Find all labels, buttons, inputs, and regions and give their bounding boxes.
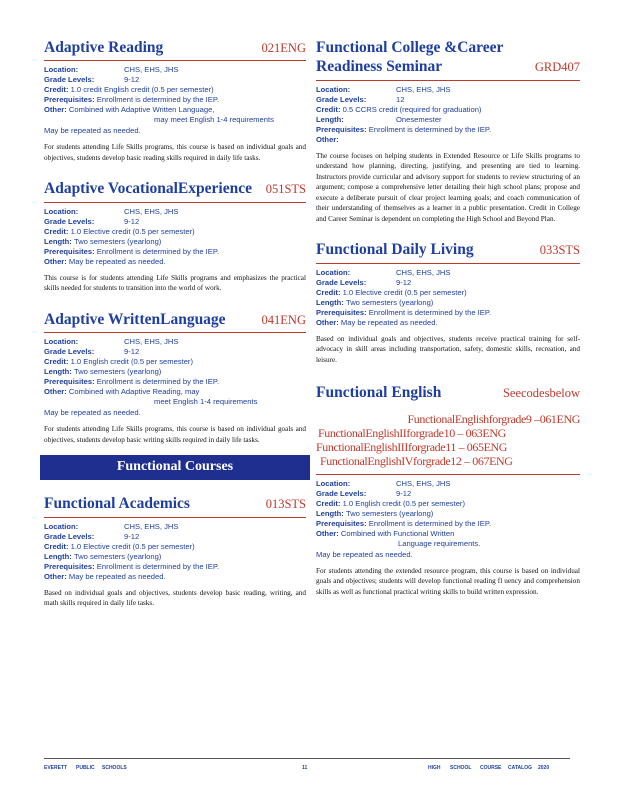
credit-value: 1.0 English credit (0.5 per semester): [342, 498, 465, 508]
course-description: For students attending Life Skills programs, this course is based on individual goals and objectives, students develop basic writing skills required in daily life tasks.: [44, 425, 306, 444]
repeat-note: May be repeated as needed.: [44, 408, 141, 418]
grade-levels-value: 9-12: [124, 531, 140, 541]
grade-levels-label: Grade Levels:: [44, 347, 95, 357]
location-value: CHS, EHS, JHS: [124, 65, 179, 75]
other-value: Combined with Adaptive Written Language,: [68, 105, 215, 115]
credit-label: Credit:: [44, 85, 69, 95]
course-description: The course focuses on helping students in Extended Resource or Life Skills programs to understand how planning, directing, justifying, and presenting are tied to learning. Instructors provide curricular and advisory support for students to review structuring of an argument; compose a comprehensive letter detailing their high school plans; propose and execute a deliberate pursuit of clear project learning goals; and coach communication of their understanding of themselves as a learner in a public presentation. Credit in College and Career Seminar is dependent on completing the High School and Beyond Plan.: [316, 151, 580, 223]
other-value: May be repeated as needed.: [68, 256, 166, 266]
grade-levels-value: 9-12: [124, 216, 140, 226]
course-description: For students attending Life Skills programs, this course is based on individual goals and objectives, students develop basic reading skills required in daily life tasks.: [44, 143, 306, 162]
length-value: Two semesters (yearlong): [73, 367, 162, 377]
other-continued: meet English 1-4 requirements: [154, 397, 258, 407]
course-adaptive-reading: [44, 38, 306, 163]
grade-levels-label: Grade Levels:: [316, 488, 367, 498]
course-description: Based on individual goals and objectives, students develop basic reading, writing, and math skills required in daily life tasks.: [44, 588, 306, 607]
credit-value: 1.0 Elective credit (0.5 per semester): [70, 226, 195, 236]
location-label: Location:: [316, 84, 351, 94]
repeat-note: May be repeated as needed.: [316, 549, 413, 559]
other-label: Other:: [316, 134, 339, 144]
credit-value: 1.0 Elective credit (0.5 per semester): [342, 287, 467, 297]
other-continued: Language requirements.: [398, 538, 481, 548]
course-title-line2: Readiness Seminar: [316, 58, 443, 76]
course-title-line1: Functional College &Career: [316, 39, 504, 56]
prerequisites-label: Prerequisites:: [316, 307, 367, 317]
prerequisites-value: Enrollment is determined by the IEP.: [96, 561, 220, 571]
prerequisites-value: Enrollment is determined by the IEP.: [368, 307, 492, 317]
grade-levels-label: Grade Levels:: [44, 531, 95, 541]
course-code: 041ENG: [261, 312, 306, 327]
credit-value: 0.5 CCRS credit (required for graduation): [342, 104, 482, 114]
other-label: Other:: [44, 571, 67, 581]
footer-text: SCHOOL: [450, 765, 472, 771]
prerequisites-label: Prerequisites:: [316, 518, 367, 528]
other-value: May be repeated as needed.: [340, 317, 438, 327]
length-label: Length:: [44, 551, 72, 561]
other-label: Other:: [316, 317, 339, 327]
course-description: For students attending the extended resource program, this course is based on individual goals and objectives; students will develop functional reading fl uency and comprehension skills as well as functional practical writing skills to build written expression.: [316, 566, 580, 596]
location-value: CHS, EHS, JHS: [124, 206, 179, 216]
course-header: [316, 240, 580, 263]
grade-levels-label: Grade Levels:: [44, 216, 95, 226]
course-header: [316, 383, 580, 405]
course-functional-english: [316, 383, 580, 597]
footer-text: COURSE: [480, 765, 502, 771]
grade-levels-label: Grade Levels:: [44, 75, 95, 85]
course-functional-academics: [44, 494, 306, 608]
left-column: [44, 38, 306, 619]
course-header: [44, 310, 306, 333]
course-meta: [316, 85, 580, 145]
course-title: Functional English: [316, 384, 442, 402]
length-label: Length:: [316, 297, 344, 307]
location-value: CHS, EHS, JHS: [124, 521, 179, 531]
course-header: [44, 179, 306, 202]
course-code: 051STS: [265, 182, 306, 197]
credit-label: Credit:: [316, 498, 341, 508]
length-label: Length:: [44, 367, 72, 377]
grade-levels-value: 9-12: [124, 75, 140, 85]
other-value: Combined with Adaptive Reading, may: [68, 387, 200, 397]
prerequisites-label: Prerequisites:: [44, 246, 95, 256]
course-header: [316, 57, 580, 80]
course-meta: [44, 65, 306, 136]
credit-value: 1.0 Elective credit (0.5 per semester): [70, 541, 195, 551]
course-description: This course is for students attending Life Skills programs and emphasizes the practical skills needed for students to transition into the world of work.: [44, 273, 306, 293]
location-value: CHS, EHS, JHS: [396, 267, 451, 277]
course-meta: [316, 479, 580, 560]
course-code: Seecodesbelow: [502, 386, 580, 401]
course-meta: [316, 268, 580, 328]
other-label: Other:: [44, 105, 67, 115]
course-description: Based on individual goals and objectives, students receive practical training for self-advocacy in skill areas including transportation, safety, domestic skills, recreation, and leisure.: [316, 334, 580, 364]
other-value: Combined with Functional Written: [340, 528, 455, 538]
length-value: Two semesters (yearlong): [345, 297, 434, 307]
course-title: Functional Daily Living: [316, 241, 474, 259]
footer-text: CATALOG: [508, 765, 532, 771]
location-label: Location:: [316, 267, 351, 277]
footer-text: SCHOOLS: [102, 765, 127, 771]
section-banner: Functional Courses: [40, 455, 310, 480]
grade-levels-value: 9-12: [124, 347, 140, 357]
course-code: 021ENG: [261, 41, 306, 55]
prerequisites-label: Prerequisites:: [44, 377, 95, 387]
other-continued: may meet English 1-4 requirements: [154, 115, 274, 125]
course-title: Adaptive Reading: [44, 39, 164, 56]
location-value: CHS, EHS, JHS: [124, 337, 179, 347]
course-title: Adaptive VocationalExperience: [44, 180, 252, 198]
footer-text: PUBLIC: [76, 765, 95, 771]
course-adaptive-vocational: [44, 179, 306, 293]
course-functional-daily-living: [316, 240, 580, 365]
repeat-note: May be repeated as needed.: [44, 126, 141, 136]
other-label: Other:: [44, 256, 67, 266]
location-value: CHS, EHS, JHS: [396, 478, 451, 488]
location-label: Location:: [316, 478, 351, 488]
prerequisites-label: Prerequisites:: [44, 561, 95, 571]
footer-text: 2020: [538, 765, 550, 771]
prerequisites-label: Prerequisites:: [316, 124, 367, 134]
course-code: 013STS: [265, 497, 306, 512]
other-label: Other:: [316, 528, 339, 538]
prerequisites-label: Prerequisites:: [44, 95, 95, 105]
course-functional-college-career: [316, 38, 580, 224]
course-meta: [44, 337, 306, 418]
length-label: Length:: [316, 508, 344, 518]
credit-value: 1.0 English credit (0.5 per semester): [70, 357, 193, 367]
course-adaptive-written: [44, 310, 306, 445]
grade-code-item: FunctionalEnglishIIforgrade10 – 063ENG: [318, 425, 506, 440]
length-label: Length:: [316, 114, 344, 124]
prerequisites-value: Enrollment is determined by the IEP.: [368, 124, 492, 134]
grade-levels-value: 9-12: [396, 488, 412, 498]
grade-code-item: FunctionalEnglishIIIforgrade11 – 065ENG: [316, 439, 508, 454]
grade-levels-label: Grade Levels:: [316, 277, 367, 287]
location-label: Location:: [44, 206, 79, 216]
course-header: [44, 494, 306, 517]
length-value: Onesemester: [396, 114, 442, 124]
right-column: [316, 38, 580, 607]
credit-label: Credit:: [316, 287, 341, 297]
footer-text: EVERETT: [44, 765, 68, 771]
grade-levels-label: Grade Levels:: [316, 94, 367, 104]
credit-value: 1.0 credit English credit (0.5 per semester): [70, 85, 214, 95]
other-value: May be repeated as needed.: [68, 571, 166, 581]
course-header: [44, 38, 306, 61]
course-title: Functional Academics: [44, 495, 190, 513]
page-number: 11: [302, 765, 308, 771]
location-label: Location:: [44, 65, 79, 75]
credit-label: Credit:: [44, 357, 69, 367]
grade-levels-value: 12: [396, 94, 405, 104]
length-value: Two semesters (yearlong): [73, 236, 162, 246]
course-meta: [44, 207, 306, 267]
course-code: GRD407: [534, 60, 580, 75]
grade-code-item: FunctionalEnglishforgrade9 –061ENG: [407, 411, 580, 426]
length-label: Length:: [44, 236, 72, 246]
page-footer: [44, 758, 570, 773]
credit-label: Credit:: [44, 541, 69, 551]
grade-levels-value: 9-12: [396, 277, 412, 287]
other-label: Other:: [44, 387, 67, 397]
location-value: CHS, EHS, JHS: [396, 84, 451, 94]
course-code: 033STS: [539, 243, 580, 258]
location-label: Location:: [44, 337, 79, 347]
credit-label: Credit:: [44, 226, 69, 236]
footer-text: HIGH: [428, 765, 441, 771]
credit-label: Credit:: [316, 104, 341, 114]
course-meta: [44, 522, 306, 582]
prerequisites-value: Enrollment is determined by the IEP.: [96, 95, 220, 105]
course-title: Adaptive WrittenLanguage: [44, 310, 226, 328]
prerequisites-value: Enrollment is determined by the IEP.: [96, 246, 220, 256]
prerequisites-value: Enrollment is determined by the IEP.: [96, 377, 220, 387]
grade-code-item: FunctionalEnglishIVforgrade12 – 067ENG: [320, 453, 513, 468]
grade-code-list: [316, 412, 580, 475]
length-value: Two semesters (yearlong): [73, 551, 162, 561]
length-value: Two semesters (yearlong): [345, 508, 434, 518]
location-label: Location:: [44, 521, 79, 531]
prerequisites-value: Enrollment is determined by the IEP.: [368, 518, 492, 528]
